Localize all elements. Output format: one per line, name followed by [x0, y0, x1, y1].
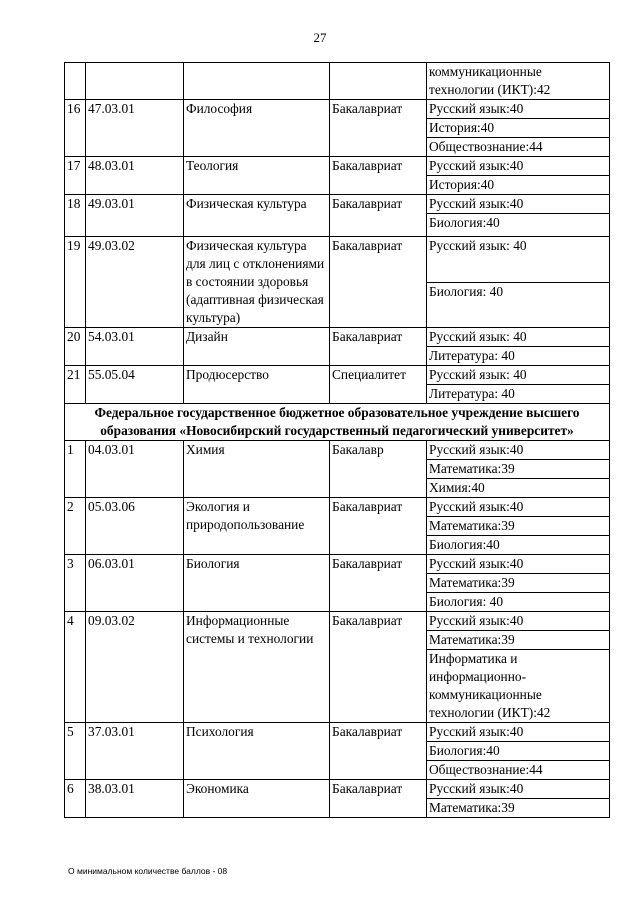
- page-number: 27: [313, 30, 327, 45]
- subject-cell: Русский язык:40: [427, 612, 610, 631]
- program-name: Физическая культура для лиц с отклонениями в состоянии здоровья (адаптивная физическая культура): [184, 237, 330, 328]
- subject-cell: Биология:40: [427, 214, 610, 237]
- table-row: [65, 100, 610, 119]
- table-row: [65, 157, 610, 176]
- education-level: Бакалавриат: [330, 723, 427, 780]
- education-level: Специалитет: [330, 366, 427, 404]
- program-code: 05.03.06: [86, 498, 184, 555]
- row-number: 5: [65, 723, 86, 780]
- subject-cell: Математика:39: [427, 799, 610, 818]
- subject-cell: Русский язык:40: [427, 441, 610, 460]
- org-heading: Федеральное государственное бюджетное образовательное учреждение высшего образования «Новосибирский государственный педагогический университет»: [65, 404, 610, 441]
- subject-cell: Русский язык:40: [427, 498, 610, 517]
- table-row: [65, 498, 610, 517]
- education-level: Бакалавриат: [330, 237, 427, 328]
- table-row: [65, 723, 610, 742]
- subject-cell: Химия:40: [427, 479, 610, 498]
- subject-cell: [427, 63, 610, 100]
- education-level: Бакалавриат: [330, 612, 427, 723]
- row-number: 16: [65, 100, 86, 157]
- education-level: Бакалавриат: [330, 328, 427, 366]
- program-name: Теология: [184, 157, 330, 195]
- table-row: [65, 237, 610, 283]
- subject-cell: Русский язык:40: [427, 100, 610, 119]
- table-row: [65, 441, 610, 460]
- program-code: 49.03.02: [86, 237, 184, 328]
- program-code: 06.03.01: [86, 555, 184, 612]
- program-name: Физическая культура: [184, 195, 330, 237]
- subject-cell: Русский язык: 40: [427, 328, 610, 347]
- education-level: Бакалавриат: [330, 780, 427, 818]
- row-number: 3: [65, 555, 86, 612]
- program-name: Экономика: [184, 780, 330, 818]
- program-name: Химия: [184, 441, 330, 498]
- row-number: 21: [65, 366, 86, 404]
- program-code: 09.03.02: [86, 612, 184, 723]
- row-number: 18: [65, 195, 86, 237]
- continuation-line: коммуникационные: [429, 64, 542, 79]
- subject-cell: Математика:39: [427, 517, 610, 536]
- subject-cell: Русский язык: 40: [427, 237, 610, 283]
- subject-cell: Литература: 40: [427, 347, 610, 366]
- table-row: [65, 780, 610, 799]
- table-row: [65, 195, 610, 214]
- org-heading-row: [65, 404, 610, 441]
- table-body: [65, 63, 610, 818]
- program-code: 37.03.01: [86, 723, 184, 780]
- row-number: 1: [65, 441, 86, 498]
- program-name: Продюсерство: [184, 366, 330, 404]
- subject-cell: Русский язык:40: [427, 195, 610, 214]
- table-row: [65, 328, 610, 347]
- row-number: 6: [65, 780, 86, 818]
- program-name: Дизайн: [184, 328, 330, 366]
- education-level: Бакалавриат: [330, 195, 427, 237]
- subject-cell: Биология: 40: [427, 593, 610, 612]
- subject-cell: Обществознание:44: [427, 761, 610, 780]
- subject-cell: Русский язык:40: [427, 157, 610, 176]
- subject-cell: Биология:40: [427, 536, 610, 555]
- subject-cell: Русский язык:40: [427, 780, 610, 799]
- program-code: 38.03.01: [86, 780, 184, 818]
- table-row: [65, 555, 610, 574]
- program-name: Психология: [184, 723, 330, 780]
- program-name: Информационные системы и технологии: [184, 612, 330, 723]
- subject-cell: Русский язык: 40: [427, 366, 610, 385]
- footer-note: О минимальном количестве баллов - 08: [68, 866, 228, 876]
- subject-cell: Биология:40: [427, 742, 610, 761]
- education-level: Бакалавриат: [330, 498, 427, 555]
- program-code: 47.03.01: [86, 100, 184, 157]
- subject-cell: Русский язык:40: [427, 555, 610, 574]
- subject-cell: История:40: [427, 176, 610, 195]
- row-number: 2: [65, 498, 86, 555]
- education-level: Бакалавр: [330, 441, 427, 498]
- min-scores-table: [64, 62, 610, 818]
- program-code: 04.03.01: [86, 441, 184, 498]
- subject-cell: Математика:39: [427, 460, 610, 479]
- program-name: Экология и природопользование: [184, 498, 330, 555]
- subject-cell: Математика:39: [427, 631, 610, 650]
- subject-cell: Биология: 40: [427, 282, 610, 328]
- row-number: 4: [65, 612, 86, 723]
- education-level: Бакалавриат: [330, 555, 427, 612]
- program-name: Биология: [184, 555, 330, 612]
- subject-cell: Математика:39: [427, 574, 610, 593]
- continuation-line: технологии (ИКТ):42: [429, 82, 551, 97]
- program-code: 49.03.01: [86, 195, 184, 237]
- subject-cell: Обществознание:44: [427, 138, 610, 157]
- continuation-row: [65, 63, 610, 100]
- row-number: 20: [65, 328, 86, 366]
- subject-cell: Литература: 40: [427, 385, 610, 404]
- subject-cell: История:40: [427, 119, 610, 138]
- row-number: 19: [65, 237, 86, 328]
- table-row: [65, 612, 610, 631]
- subject-cell: Информатика и информационно-коммуникационные технологии (ИКТ):42: [427, 650, 610, 723]
- subject-cell: Русский язык:40: [427, 723, 610, 742]
- program-code: 54.03.01: [86, 328, 184, 366]
- program-code: 55.05.04: [86, 366, 184, 404]
- education-level: Бакалавриат: [330, 157, 427, 195]
- row-number: 17: [65, 157, 86, 195]
- table-row: [65, 366, 610, 385]
- education-level: Бакалавриат: [330, 100, 427, 157]
- program-code: 48.03.01: [86, 157, 184, 195]
- program-name: Философия: [184, 100, 330, 157]
